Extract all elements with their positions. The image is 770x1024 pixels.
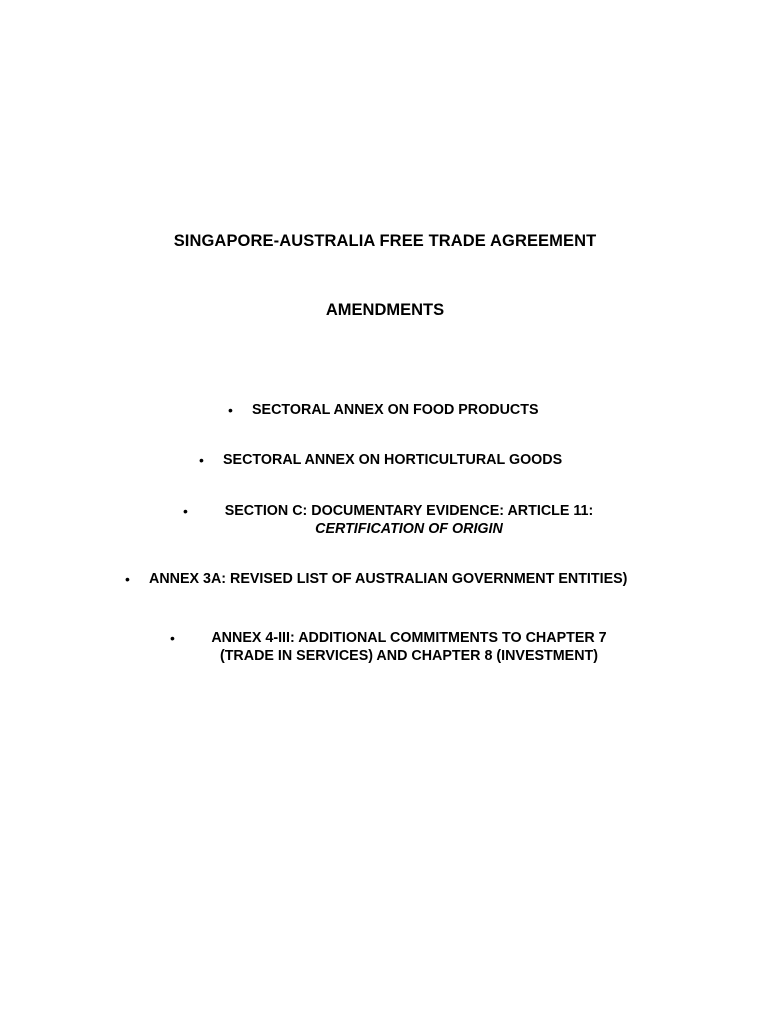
bullet-icon: • bbox=[125, 571, 130, 587]
document-subtitle: AMENDMENTS bbox=[325, 301, 445, 319]
list-item-text: SECTORAL ANNEX ON FOOD PRODUCTS bbox=[252, 402, 539, 418]
list-item bbox=[223, 451, 562, 469]
bullet-icon: • bbox=[183, 503, 188, 519]
list-item-subtext: CERTIFICATION OF ORIGIN bbox=[315, 521, 503, 537]
bullet-icon: • bbox=[199, 452, 204, 468]
list-item-text: ANNEX 3A: REVISED LIST OF AUSTRALIAN GOVERNMENT ENTITIES) bbox=[149, 571, 628, 587]
document-title: SINGAPORE-AUSTRALIA FREE TRADE AGREEMENT bbox=[173, 232, 597, 250]
list-item bbox=[207, 502, 611, 538]
list-item-text: SECTORAL ANNEX ON HORTICULTURAL GOODS bbox=[223, 452, 563, 468]
list-item-subtext: (TRADE IN SERVICES) AND CHAPTER 8 (INVESTMENT) bbox=[219, 648, 599, 664]
list-item-text: ANNEX 4-III: ADDITIONAL COMMITMENTS TO CHAPTER 7 bbox=[211, 630, 607, 646]
list-item-text: SECTION C: DOCUMENTARY EVIDENCE: ARTICLE 11: bbox=[224, 503, 594, 519]
bullet-icon: • bbox=[228, 402, 233, 418]
list-item bbox=[192, 629, 626, 665]
bullet-icon: • bbox=[170, 630, 175, 646]
list-item bbox=[252, 401, 539, 419]
list-item bbox=[149, 570, 627, 588]
